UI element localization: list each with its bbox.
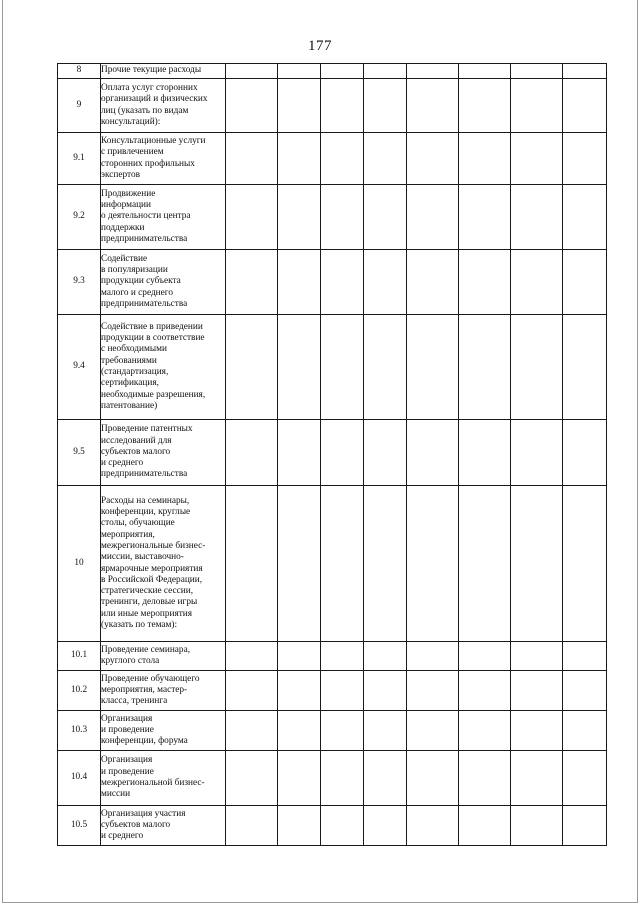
empty-value-cell xyxy=(321,420,364,486)
empty-value-cell xyxy=(459,671,511,711)
empty-value-cell xyxy=(364,79,407,133)
table-row xyxy=(58,315,607,420)
row-number-cell: 9.4 xyxy=(58,315,101,420)
empty-value-cell xyxy=(321,806,364,846)
empty-value-cell xyxy=(226,751,278,806)
empty-value-cell xyxy=(563,671,607,711)
empty-value-cell xyxy=(278,711,321,751)
empty-value-cell xyxy=(563,751,607,806)
table-row xyxy=(58,185,607,250)
row-label-cell xyxy=(101,486,226,642)
empty-value-cell xyxy=(459,806,511,846)
table-row xyxy=(58,133,607,185)
empty-value-cell xyxy=(226,79,278,133)
empty-value-cell xyxy=(563,806,607,846)
empty-value-cell xyxy=(407,315,459,420)
empty-value-cell xyxy=(407,250,459,315)
empty-value-cell xyxy=(459,642,511,671)
empty-value-cell xyxy=(407,751,459,806)
empty-value-cell xyxy=(321,185,364,250)
empty-value-cell xyxy=(511,315,563,420)
empty-value-cell xyxy=(364,250,407,315)
empty-value-cell xyxy=(459,185,511,250)
table-row xyxy=(58,64,607,79)
row-number-cell: 9.3 xyxy=(58,250,101,315)
empty-value-cell xyxy=(563,79,607,133)
table-row xyxy=(58,751,607,806)
empty-value-cell xyxy=(226,250,278,315)
empty-value-cell xyxy=(278,185,321,250)
empty-value-cell xyxy=(563,250,607,315)
row-label-text: Организация и проведение межрегиональной бизнес- миссии xyxy=(101,755,205,800)
empty-value-cell xyxy=(226,806,278,846)
row-number-cell: 10.2 xyxy=(58,671,101,711)
empty-value-cell xyxy=(278,671,321,711)
row-number-cell: 10.4 xyxy=(58,751,101,806)
empty-value-cell xyxy=(511,642,563,671)
empty-value-cell xyxy=(511,420,563,486)
empty-value-cell xyxy=(321,250,364,315)
row-label-cell xyxy=(101,806,226,846)
empty-value-cell xyxy=(321,315,364,420)
row-label-text: Содействие в популяризации продукции субъекта малого и среднего предпринимательства xyxy=(101,253,188,309)
empty-value-cell xyxy=(407,185,459,250)
empty-value-cell xyxy=(364,185,407,250)
row-label-cell xyxy=(101,751,226,806)
empty-value-cell xyxy=(563,486,607,642)
empty-value-cell xyxy=(226,671,278,711)
row-label-cell xyxy=(101,133,226,185)
empty-value-cell xyxy=(511,133,563,185)
empty-value-cell xyxy=(226,185,278,250)
row-label-cell xyxy=(101,64,226,79)
empty-value-cell xyxy=(226,315,278,420)
row-number-cell: 9.1 xyxy=(58,133,101,185)
table-row xyxy=(58,486,607,642)
row-label-text: Расходы на семинары, конференции, круглые столы, обучающие мероприятия, межрегиональные бизнес- миссии, выставочно- ярмарочные мероприятия в Российской Федерации, стратегические сессии, тренинги, деловые игры или иные мероприятия (указать по темам): xyxy=(101,495,206,630)
empty-value-cell xyxy=(278,642,321,671)
empty-value-cell xyxy=(407,642,459,671)
empty-value-cell xyxy=(511,671,563,711)
empty-value-cell xyxy=(511,486,563,642)
row-label-cell xyxy=(101,315,226,420)
table-row xyxy=(58,642,607,671)
empty-value-cell xyxy=(278,751,321,806)
empty-value-cell xyxy=(511,79,563,133)
empty-value-cell xyxy=(226,711,278,751)
row-number-cell: 10 xyxy=(58,486,101,642)
row-number-cell: 9.5 xyxy=(58,420,101,486)
table-row xyxy=(58,671,607,711)
empty-value-cell xyxy=(278,64,321,79)
row-label-text: Проведение патентных исследований для субъектов малого и среднего предпринимательства xyxy=(101,424,193,480)
table-row xyxy=(58,79,607,133)
empty-value-cell xyxy=(563,420,607,486)
empty-value-cell xyxy=(278,133,321,185)
empty-value-cell xyxy=(511,185,563,250)
empty-value-cell xyxy=(563,642,607,671)
table-row xyxy=(58,250,607,315)
empty-value-cell xyxy=(563,185,607,250)
page-number: 177 xyxy=(308,38,332,54)
row-label-cell xyxy=(101,711,226,751)
empty-value-cell xyxy=(278,806,321,846)
empty-value-cell xyxy=(321,486,364,642)
empty-value-cell xyxy=(563,711,607,751)
empty-value-cell xyxy=(278,79,321,133)
empty-value-cell xyxy=(226,420,278,486)
empty-value-cell xyxy=(226,642,278,671)
row-number-cell: 9 xyxy=(58,79,101,133)
empty-value-cell xyxy=(278,486,321,642)
table-row xyxy=(58,806,607,846)
empty-value-cell xyxy=(407,486,459,642)
empty-value-cell xyxy=(226,64,278,79)
empty-value-cell xyxy=(459,79,511,133)
empty-value-cell xyxy=(511,64,563,79)
row-label-cell xyxy=(101,642,226,671)
empty-value-cell xyxy=(407,711,459,751)
row-number-cell: 10.1 xyxy=(58,642,101,671)
row-label-text: Прочие текущие расходы xyxy=(101,65,202,76)
empty-value-cell xyxy=(407,671,459,711)
row-number-cell: 9.2 xyxy=(58,185,101,250)
empty-value-cell xyxy=(364,711,407,751)
empty-value-cell xyxy=(226,133,278,185)
empty-value-cell xyxy=(511,711,563,751)
empty-value-cell xyxy=(459,250,511,315)
empty-value-cell xyxy=(321,751,364,806)
table-row xyxy=(58,711,607,751)
row-label-text: Содействие в приведении продукции в соответствие с необходимыми требованиями (стандартизация, сертификация, необходимые разрешения, патентование) xyxy=(101,321,206,411)
row-label-cell xyxy=(101,671,226,711)
empty-value-cell xyxy=(407,420,459,486)
row-label-cell xyxy=(101,79,226,133)
empty-value-cell xyxy=(364,64,407,79)
empty-value-cell xyxy=(364,751,407,806)
row-label-cell xyxy=(101,420,226,486)
empty-value-cell xyxy=(563,64,607,79)
empty-value-cell xyxy=(563,133,607,185)
empty-value-cell xyxy=(459,133,511,185)
empty-value-cell xyxy=(459,711,511,751)
row-label-text: Продвижение информации о деятельности центра поддержки предпринимательства xyxy=(101,188,191,244)
empty-value-cell xyxy=(278,315,321,420)
empty-value-cell xyxy=(321,642,364,671)
empty-value-cell xyxy=(321,711,364,751)
empty-value-cell xyxy=(407,64,459,79)
empty-value-cell xyxy=(321,671,364,711)
empty-value-cell xyxy=(321,64,364,79)
row-label-text: Проведение обучающего мероприятия, мастер- класса, тренинга xyxy=(101,673,200,707)
empty-value-cell xyxy=(407,79,459,133)
empty-value-cell xyxy=(459,64,511,79)
row-label-text: Проведение семинара, круглого стола xyxy=(101,644,191,666)
empty-value-cell xyxy=(364,642,407,671)
empty-value-cell xyxy=(511,806,563,846)
table-row xyxy=(58,420,607,486)
expense-table xyxy=(57,63,607,846)
empty-value-cell xyxy=(226,486,278,642)
empty-value-cell xyxy=(459,486,511,642)
empty-value-cell xyxy=(563,315,607,420)
empty-value-cell xyxy=(278,250,321,315)
empty-value-cell xyxy=(321,133,364,185)
row-label-text: Организация и проведение конференции, форума xyxy=(101,713,188,747)
empty-value-cell xyxy=(321,79,364,133)
empty-value-cell xyxy=(407,133,459,185)
empty-value-cell xyxy=(278,420,321,486)
row-number-cell: 10.3 xyxy=(58,711,101,751)
empty-value-cell xyxy=(364,486,407,642)
empty-value-cell xyxy=(459,315,511,420)
empty-value-cell xyxy=(364,315,407,420)
row-label-text: Организация участия субъектов малого и среднего xyxy=(101,808,186,842)
empty-value-cell xyxy=(364,806,407,846)
empty-value-cell xyxy=(364,420,407,486)
empty-value-cell xyxy=(364,133,407,185)
row-label-text: Консультационные услуги с привлечением сторонних профильных экспертов xyxy=(101,135,206,180)
empty-value-cell xyxy=(407,806,459,846)
row-label-cell xyxy=(101,250,226,315)
row-label-text: Оплата услуг сторонних организаций и физических лиц (указать по видам консультаций): xyxy=(101,82,208,127)
row-number-cell: 10.5 xyxy=(58,806,101,846)
row-label-cell xyxy=(101,185,226,250)
empty-value-cell xyxy=(364,671,407,711)
empty-value-cell xyxy=(459,420,511,486)
empty-value-cell xyxy=(511,751,563,806)
empty-value-cell xyxy=(511,250,563,315)
empty-value-cell xyxy=(459,751,511,806)
row-number-cell: 8 xyxy=(58,64,101,79)
